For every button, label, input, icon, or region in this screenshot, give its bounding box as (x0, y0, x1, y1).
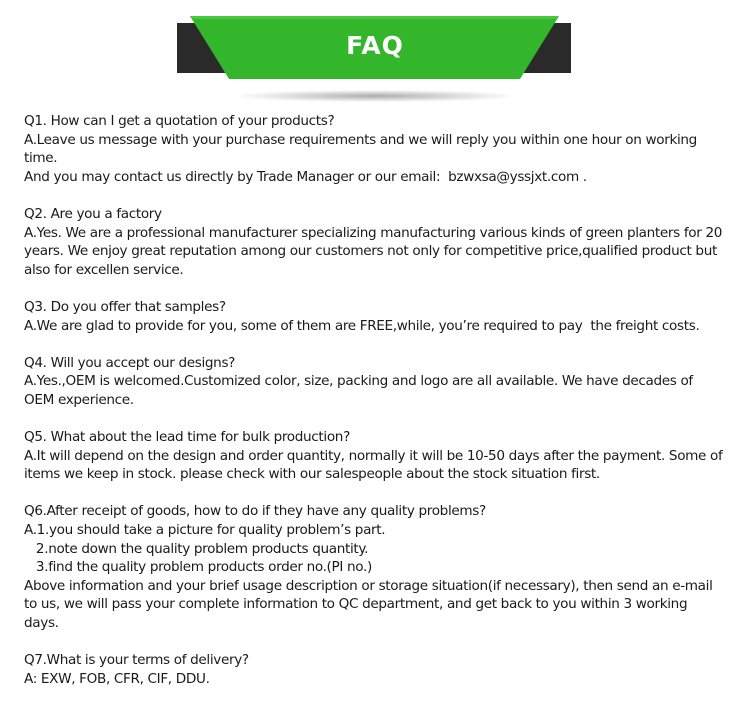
faq-item-q5 (24, 428, 727, 484)
faq-answer-line: A.Leave us message with your purchase requirements and we will reply you within one hour on working time. (24, 131, 701, 167)
faq-item-q7 (24, 651, 724, 688)
faq-answer-line: A: EXW, FOB, CFR, CIF, DDU. (24, 670, 210, 687)
banner-green-highlight (190, 16, 559, 19)
faq-answer-line: Above information and your brief usage description or storage situation(if necessary), then send an e-mail to us, we will pass your complete information to QC department, and get back to you within 3 working days. (24, 577, 717, 632)
faq-answer-line: A.Yes.,OEM is welcomed.Customized color, size, packing and logo are all available. We have decades of OEM experience. (24, 373, 697, 408)
faq-question: Q4. Will you accept our designs? (24, 354, 236, 371)
faq-item-q6 (24, 502, 724, 632)
faq-question: Q3. Do you offer that samples? (24, 298, 226, 315)
banner-shadow (235, 90, 515, 102)
faq-answer-line: 2.note down the quality problem products quantity. (24, 540, 369, 557)
faq-banner (0, 0, 750, 110)
faq-item-q4 (24, 354, 724, 410)
faq-item-q2 (24, 205, 727, 279)
faq-question: Q5. What about the lead time for bulk production? (24, 429, 350, 446)
faq-answer-line: A.1.you should take a picture for quality problem’s part. (24, 522, 386, 539)
faq-answer-line: And you may contact us directly by Trade Manager or our email: bzwxsa@yssjxt.com . (24, 168, 587, 185)
faq-question: Q7.What is your terms of delivery? (24, 652, 249, 669)
faq-question: Q1. How can I get a quotation of your products? (24, 113, 335, 129)
faq-item-q1 (24, 112, 724, 186)
faq-answer-line: A.Yes. We are a professional manufacturer specializing manufacturing various kinds of green planters for 20 years. We enjoy great reputation among our customers not only for competitive price,qualified product but also for excellen service. (24, 224, 727, 278)
faq-question: Q6.After receipt of goods, how to do if they have any quality problems? (24, 503, 486, 520)
faq-content (24, 112, 727, 707)
faq-answer-line: 3.find the quality problem products order no.(PI no.) (24, 559, 372, 576)
faq-question: Q2. Are you a factory (24, 205, 162, 222)
faq-title: FAQ (346, 31, 404, 60)
faq-item-q3 (24, 298, 724, 335)
faq-answer-line: A.We are glad to provide for you, some of them are FREE,while, you’re required to pay the freight costs. (24, 317, 700, 334)
faq-answer-line: A.It will depend on the design and order quantity, normally it will be 10-50 days after the payment. Some of items we keep in stock. please check with our salespeople about the stock situation first. (24, 447, 727, 483)
